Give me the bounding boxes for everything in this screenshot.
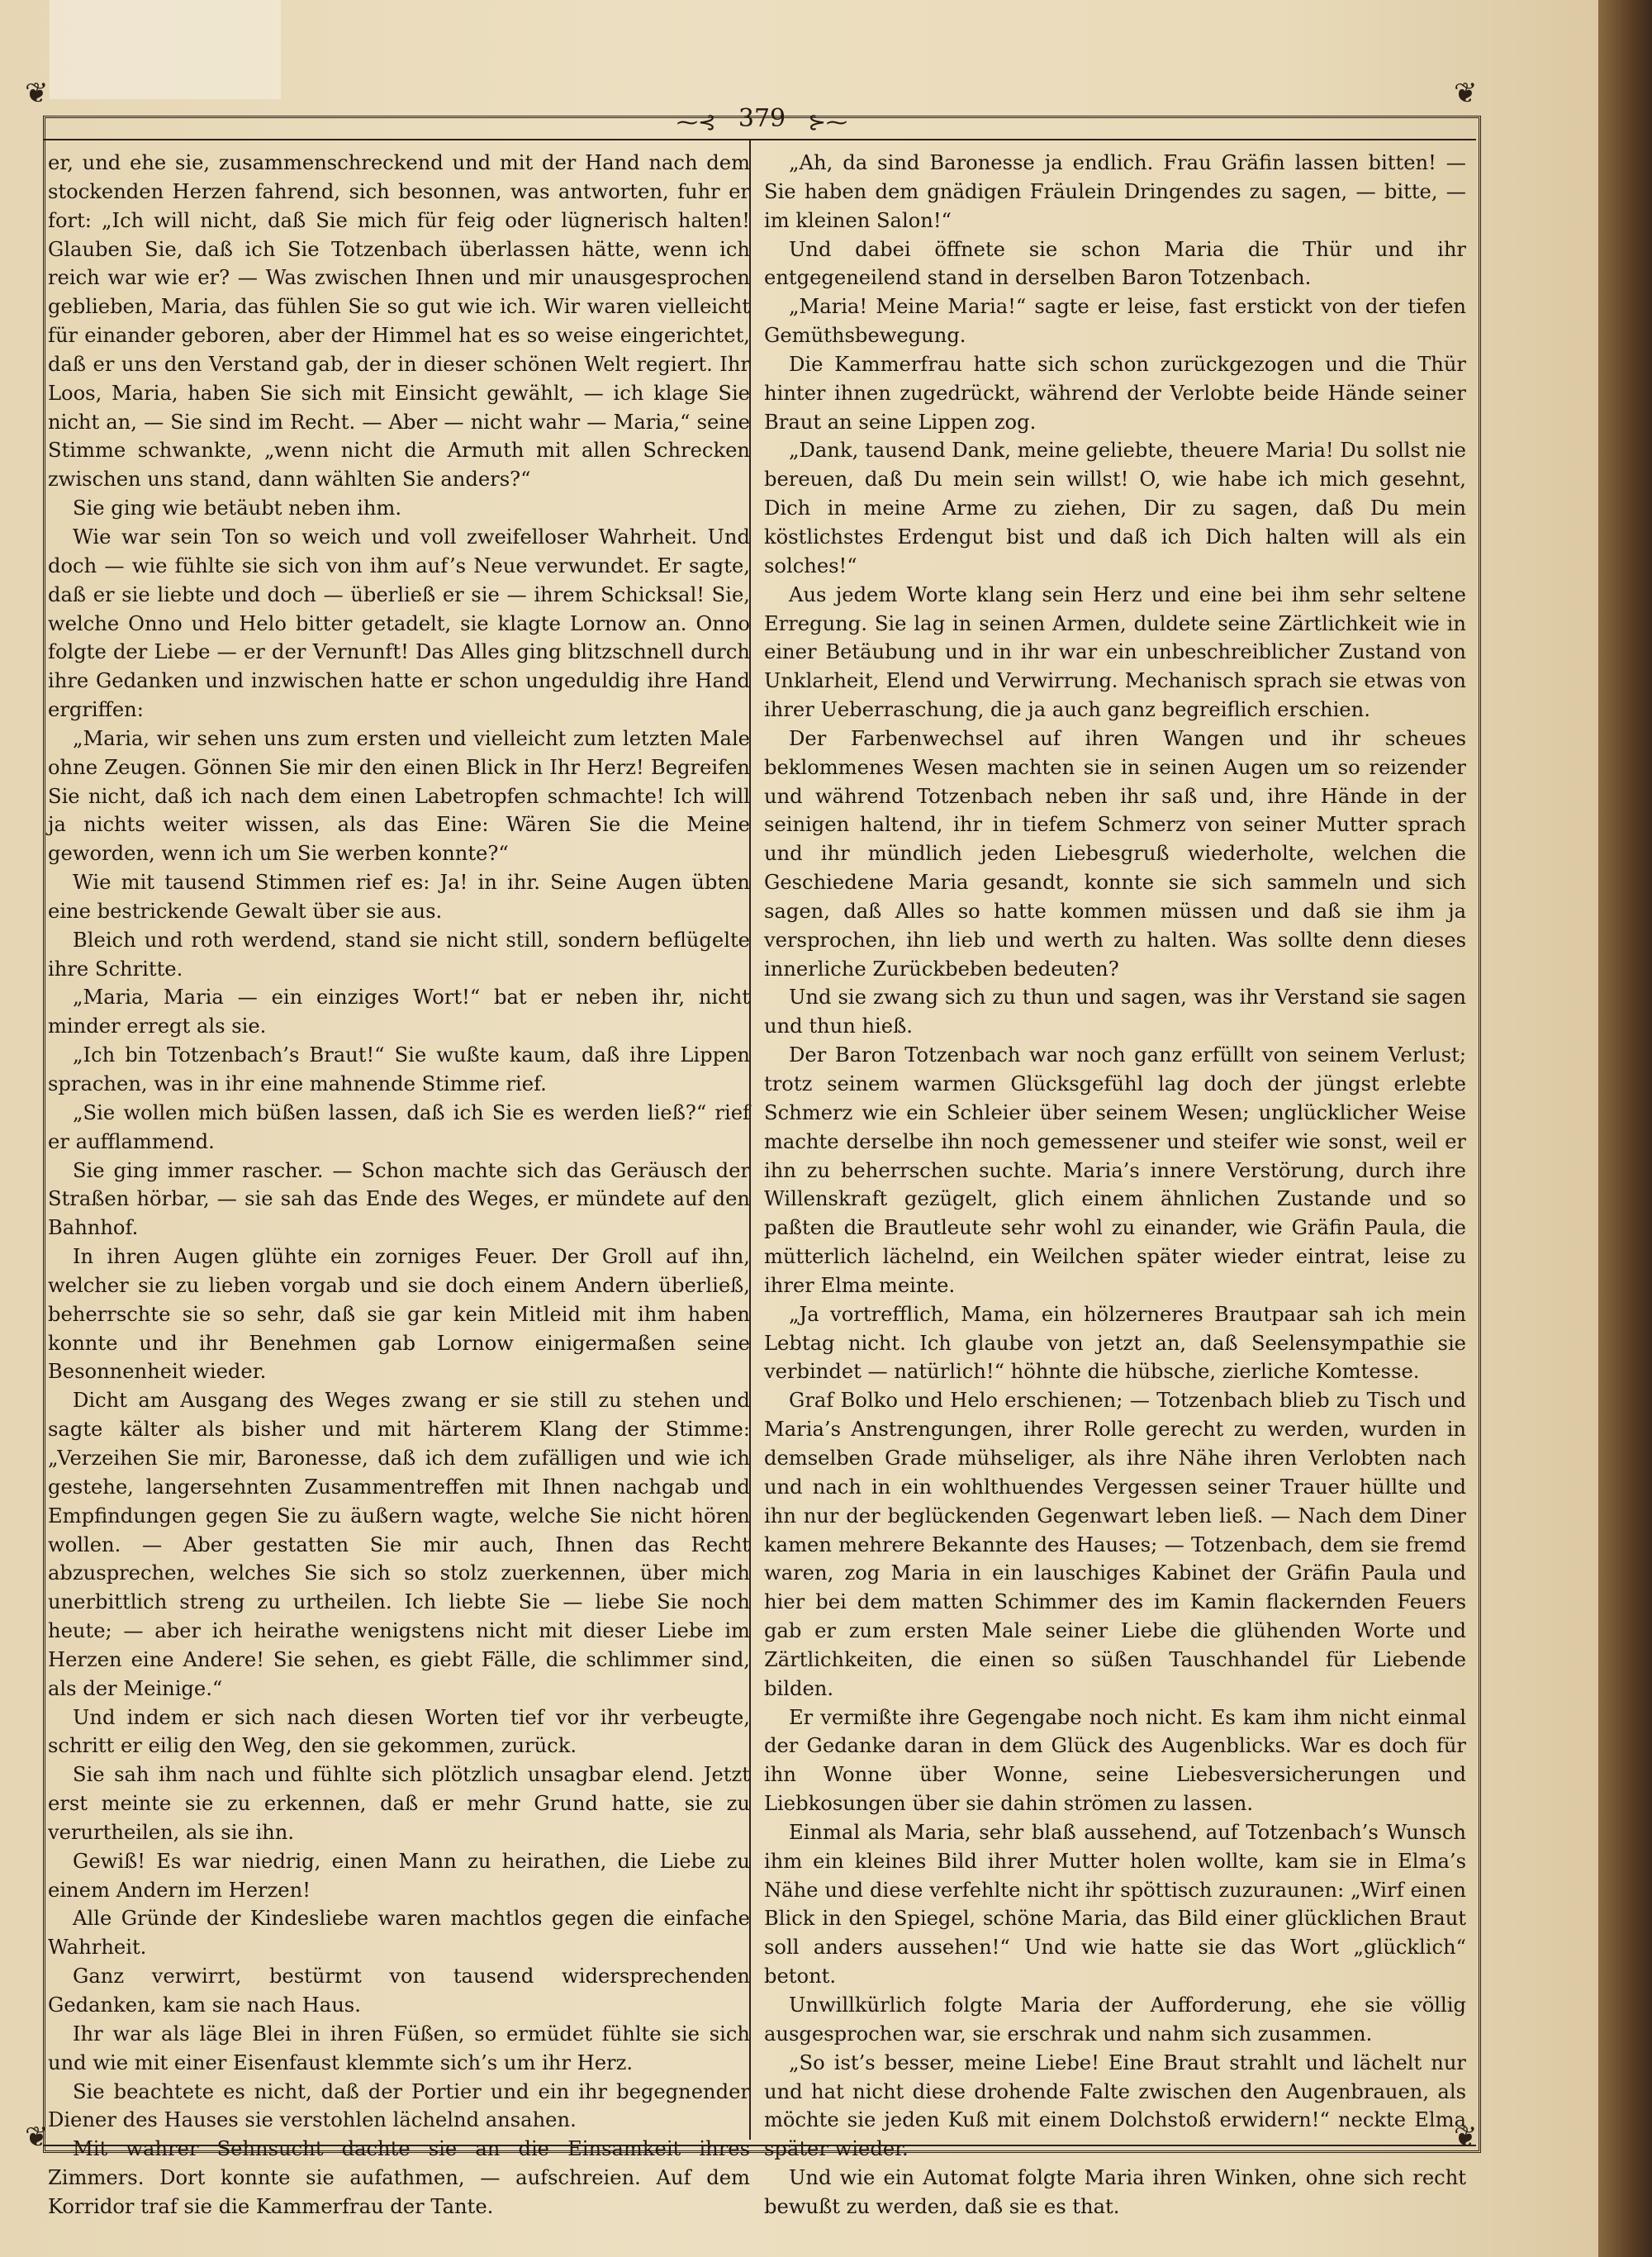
column-divider [749, 140, 751, 2140]
left-column [48, 149, 750, 2218]
paragraph: Aus jedem Worte klang sein Herz und eine bei ihm sehr seltene Erregung. Sie lag in seinen Armen, duldete seine Zärtlichkeit wie in einer Betäubung und in ihr war ein unbeschreiblicher Zustand von Unklarheit, Elend und Verwirrung. Mechanisch sprach sie etwas von ihrer Ueberraschung, die ja auch ganz begreiflich erschien. [764, 582, 1466, 722]
paragraph: Sie ging wie betäubt neben ihm. [73, 497, 402, 520]
book-binding [1598, 0, 1652, 2257]
paragraph: „Ja vortrefflich, Mama, ein hölzerneres Brautpaar sah ich mein Lebtag nicht. Ich glaube von jetzt an, daß Seelensympathie sie verbindet — natürlich!“ höhnte die hübsche, zierliche Komtesse. [764, 1302, 1466, 1384]
flourish-right-icon: ⊱⁓ [808, 110, 848, 135]
paragraph: „Dank, tausend Dank, meine geliebte, theuere Maria! Du sollst nie bereuen, daß Du mein sein willst! O, wie habe ich mich gesehnt, Dich in meine Arme zu ziehen, Dir zu sagen, daß Du mein köstlichstes Erdengut bist und daß ich Dich halten will als ein solches!“ [764, 439, 1466, 577]
paper-label-patch [50, 0, 281, 99]
paragraph: Er vermißte ihre Gegengabe noch nicht. Es kam ihm nicht einmal der Gedanke daran in dem Glück des Augenblicks. War es doch für ihn Wonne über Wonne, seine Liebesversicherungen und Liebkosungen über sie dahin strömen zu lassen. [764, 1705, 1466, 1816]
paragraph: Und indem er sich nach diesen Worten tief vor ihr verbeugte, schritt er eilig den Weg, den sie gekommen, zurück. [48, 1705, 750, 1758]
flourish-left-icon: ⁓⊰ [676, 110, 716, 135]
paragraph: „Maria, wir sehen uns zum ersten und vielleicht zum letzten Male ohne Zeugen. Gönnen Sie mir den einen Blick in Ihr Herz! Begreifen Sie nicht, daß ich nach dem einen Labetropfen schmachte! Ich will ja nichts weiter wissen, als das Eine: Wären Sie die Meine geworden, wenn ich um Sie werben konnte?“ [48, 726, 750, 866]
footer-rule [43, 2145, 1476, 2146]
page-header [43, 97, 1481, 149]
paragraph: Die Kammerfrau hatte sich schon zurückgezogen und die Thür hinter ihnen zugedrückt, während der Verlobte beide Hände seiner Braut an seine Lippen zog. [764, 352, 1466, 434]
paragraph: Gewiß! Es war niedrig, einen Mann zu heirathen, die Liebe zu einem Andern im Herzen! [48, 1849, 750, 1902]
paragraph: Sie sah ihm nach und fühlte sich plötzlich unsagbar elend. Jetzt erst meinte sie zu erkennen, daß er mehr Grund hatte, sie zu verurtheilen, als sie ihn. [48, 1763, 750, 1844]
paragraph: Graf Bolko und Helo erschienen; — Totzenbach blieb zu Tisch und Maria’s Anstrengungen, ihrer Rolle gerecht zu werden, wurden in demselben Grade mühseliger, als ihre Nähe ihren Verlobten nach und nach in ein wohlthuendes Vergessen seiner Trauer hüllte und ihn nur der beglückenden Gegenwart leben ließ. — Nach dem Diner kamen mehrere Bekannte des Hauses; — Totzenbach, dem sie fremd waren, zog Maria in ein lauschiges Kabinet der Gräfin Paula und hier bei dem matten Schimmer des im Kamin flackernden Feuers gab er zum ersten Male seiner Liebe die glühenden Worte und Zärtlichkeiten, die einen so süßen Tauschhandel für Liebende bilden. [764, 1389, 1466, 1700]
paragraph: Und wie ein Automat folgte Maria ihren Winken, ohne sich recht bewußt zu werden, daß sie es that. [764, 2166, 1466, 2218]
paragraph: Und dabei öffnete sie schon Maria die Thür und ihr entgegeneilend stand in derselben Baron Totzenbach. [764, 237, 1466, 290]
paragraph: Ihr war als läge Blei in ihren Füßen, so ermüdet fühlte sie sich und wie mit einer Eisenfaust klemmte sich’s um ihr Herz. [48, 2022, 750, 2074]
paragraph: „Sie wollen mich büßen lassen, daß ich Sie es werden ließ?“ rief er aufflammend. [48, 1100, 750, 1153]
corner-ornament-bottom-left-icon: ❦ [25, 2121, 49, 2154]
paragraph: „Ich bin Totzenbach’s Braut!“ Sie wußte kaum, daß ihre Lippen sprachen, was in ihr eine mahnende Stimme rief. [48, 1043, 750, 1095]
paragraph: Alle Gründe der Kindesliebe waren machtlos gegen die einfache Wahrheit. [48, 1907, 750, 1960]
paragraph: In ihren Augen glühte ein zorniges Feuer. Der Groll auf ihn, welcher sie zu lieben vorgab und sie doch einem Andern überließ, beherrschte sie so sehr, daß sie gar kein Mitleid mit ihm haben konnte und ihr Benehmen gab Lornow einigermaßen seine Besonnenheit wieder. [48, 1245, 750, 1384]
right-column [764, 149, 1466, 2218]
paragraph: Und sie zwang sich zu thun und sagen, was ihr Verstand sie sagen und thun hieß. [764, 986, 1466, 1038]
paragraph: Dicht am Ausgang des Weges zwang er sie still zu stehen und sagte kälter als bisher und mit härterem Klang der Stimme: „Verzeihen Sie mir, Baronesse, daß ich dem zufälligen und wie ich gestehe, langersehnten Zusammentreffen mit Ihnen nachgab und Empfindungen gegen Sie zu äußern wagte, welche Sie nicht hören wollen. — Aber gestatten Sie mir auch, Ihnen das Recht abzusprechen, welches Sie sich so stolz zuerkennen, über mich unerbittlich streng zu urtheilen. Ich liebte Sie — liebe Sie noch heute; — aber ich heirathe wenigstens nicht mit dieser Liebe im Herzen eine Andere! Sie sehen, es giebt Fälle, die schlimmer sind, als der Meinige.“ [48, 1389, 750, 1700]
page-number: 379 [738, 104, 786, 133]
paragraph: Bleich und roth werdend, stand sie nicht still, sondern beflügelte ihre Schritte. [48, 928, 750, 981]
paragraph: „Maria! Meine Maria!“ sagte er leise, fast erstickt von der tiefen Gemüthsbewegung. [764, 295, 1466, 348]
paragraph: Wie war sein Ton so weich und voll zweifelloser Wahrheit. Und doch — wie fühlte sie sich von ihm auf’s Neue verwundet. Er sagte, daß er sie liebte und doch — überließ er sie — ihrem Schicksal! Sie, welche Onno und Helo bitter getadelt, sie klagte Lornow an. Onno folgte der Liebe — er der Vernunft! Das Alles ging blitzschnell durch ihre Gedanken und inzwischen hatte er schon ungeduldig ihre Hand ergriffen: [48, 525, 750, 722]
paragraph: Mit wahrer Sehnsucht dachte sie an die Einsamkeit ihres Zimmers. Dort konnte sie aufathmen, — aufschreien. Auf dem Korridor traf sie die Kammerfrau der Tante. [48, 2137, 750, 2218]
paragraph: Der Baron Totzenbach war noch ganz erfüllt von seinem Verlust; trotz seinem warmen Glücksgefühl lag doch der jüngst erlebte Schmerz wie ein Schleier über seinem Wesen; unglücklicher Weise machte derselbe ihn noch gemessener und steifer wie sonst, weil er ihn zu beherrschen suchte. Maria’s innere Verstörung, durch ihre Willenskraft gezügelt, glich einem ähnlichen Zustande und so paßten die Brautleute sehr wohl zu einander, wie Gräfin Paula, die mütterlich lächelnd, ein Weilchen später wieder eintrat, leise zu ihrer Elma meinte. [764, 1043, 1466, 1297]
header-rule [43, 139, 1476, 140]
corner-ornament-bottom-right-icon: ❦ [1454, 2121, 1478, 2154]
paragraph: Sie beachtete es nicht, daß der Portier und ein ihr begegnender Diener des Hauses sie verstohlen lächelnd ansahen. [48, 2079, 750, 2132]
paragraph: Der Farbenwechsel auf ihren Wangen und ihr scheues beklommenes Wesen machten sie in seinen Augen um so reizender und während Totzenbach neben ihr saß und, ihre Hände in der seinigen haltend, ihr in tiefem Schmerz von seiner Mutter sprach und ihr mündlich jeden Liebesgruß wiederholte, welchen die Geschiedene Maria gesandt, konnte sie sich sammeln und sich sagen, daß Alles so hatte kommen müssen und daß sie ihm ja versprochen, ihn lieb und werth zu halten. Was sollte denn dieses innerliche Zurückbeben bedeuten? [764, 726, 1466, 981]
corner-ornament-top-right-icon: ❦ [1454, 77, 1478, 110]
paragraph: Sie ging immer rascher. — Schon machte sich das Geräusch der Straßen hörbar, — sie sah das Ende des Weges, er mündete auf den Bahnhof. [48, 1158, 750, 1240]
paragraph: „Maria, Maria — ein einziges Wort!“ bat er neben ihr, nicht minder erregt als sie. [48, 986, 750, 1038]
paragraph: „So ist’s besser, meine Liebe! Eine Braut strahlt und lächelt nur und hat nicht diese drohende Falte zwischen den Augenbrauen, als möchte sie jeden Kuß mit einem Dolchstoß erwidern!“ neckte Elma später wieder. [764, 2050, 1466, 2161]
paragraph: Wie mit tausend Stimmen rief es: Ja! in ihr. Seine Augen übten eine bestrickende Gewalt über sie aus. [48, 871, 750, 923]
paragraph: Unwillkürlich folgte Maria der Aufforderung, ehe sie völlig ausgesprochen war, sie erschrak und nahm sich zusammen. [764, 1993, 1466, 2046]
paragraph: Ganz verwirrt, bestürmt von tausend widersprechenden Gedanken, kam sie nach Haus. [48, 1965, 750, 2017]
paragraph: er, und ehe sie, zusammenschreckend und mit der Hand nach dem stockenden Herzen fahrend, sich besonnen, was antworten, fuhr er fort: „Ich will nicht, daß Sie mich für feig oder lügnerisch halten! Glauben Sie, daß ich Sie Totzenbach überlassen hätte, wenn ich reich war wie er? — Was zwischen Ihnen und mir unausgesprochen geblieben, Maria, das fühlen Sie so gut wie ich. Wir waren vielleicht für einander geboren, aber der Himmel hat es so weise eingerichtet, daß er uns den Verstand gab, der in dieser schönen Welt regiert. Ihr Loos, Maria, haben Sie sich mit Einsicht gewählt, — ich klage Sie nicht an, — Sie sind im Recht. — Aber — nicht wahr — Maria,“ seine Stimme schwankte, „wenn nicht die Armuth mit allen Schrecken zwischen uns stand, dann wählten Sie anders?“ [48, 151, 750, 492]
corner-ornament-top-left-icon: ❦ [25, 77, 49, 110]
paragraph: Einmal als Maria, sehr blaß aussehend, auf Totzenbach’s Wunsch ihm ein kleines Bild ihrer Mutter holen wollte, kam sie in Elma’s Nähe und diese verfehlte nicht ihr spöttisch zuzuraunen: „Wirf einen Blick in den Spiegel, schöne Maria, das Bild einer glücklichen Braut soll anders aussehen!“ Und wie hatte sie das Wort „glücklich“ betont. [764, 1820, 1466, 1989]
paragraph: „Ah, da sind Baronesse ja endlich. Frau Gräfin lassen bitten! — Sie haben dem gnädigen Fräulein Dringendes zu sagen, — bitte, — im kleinen Salon!“ [764, 151, 1466, 232]
